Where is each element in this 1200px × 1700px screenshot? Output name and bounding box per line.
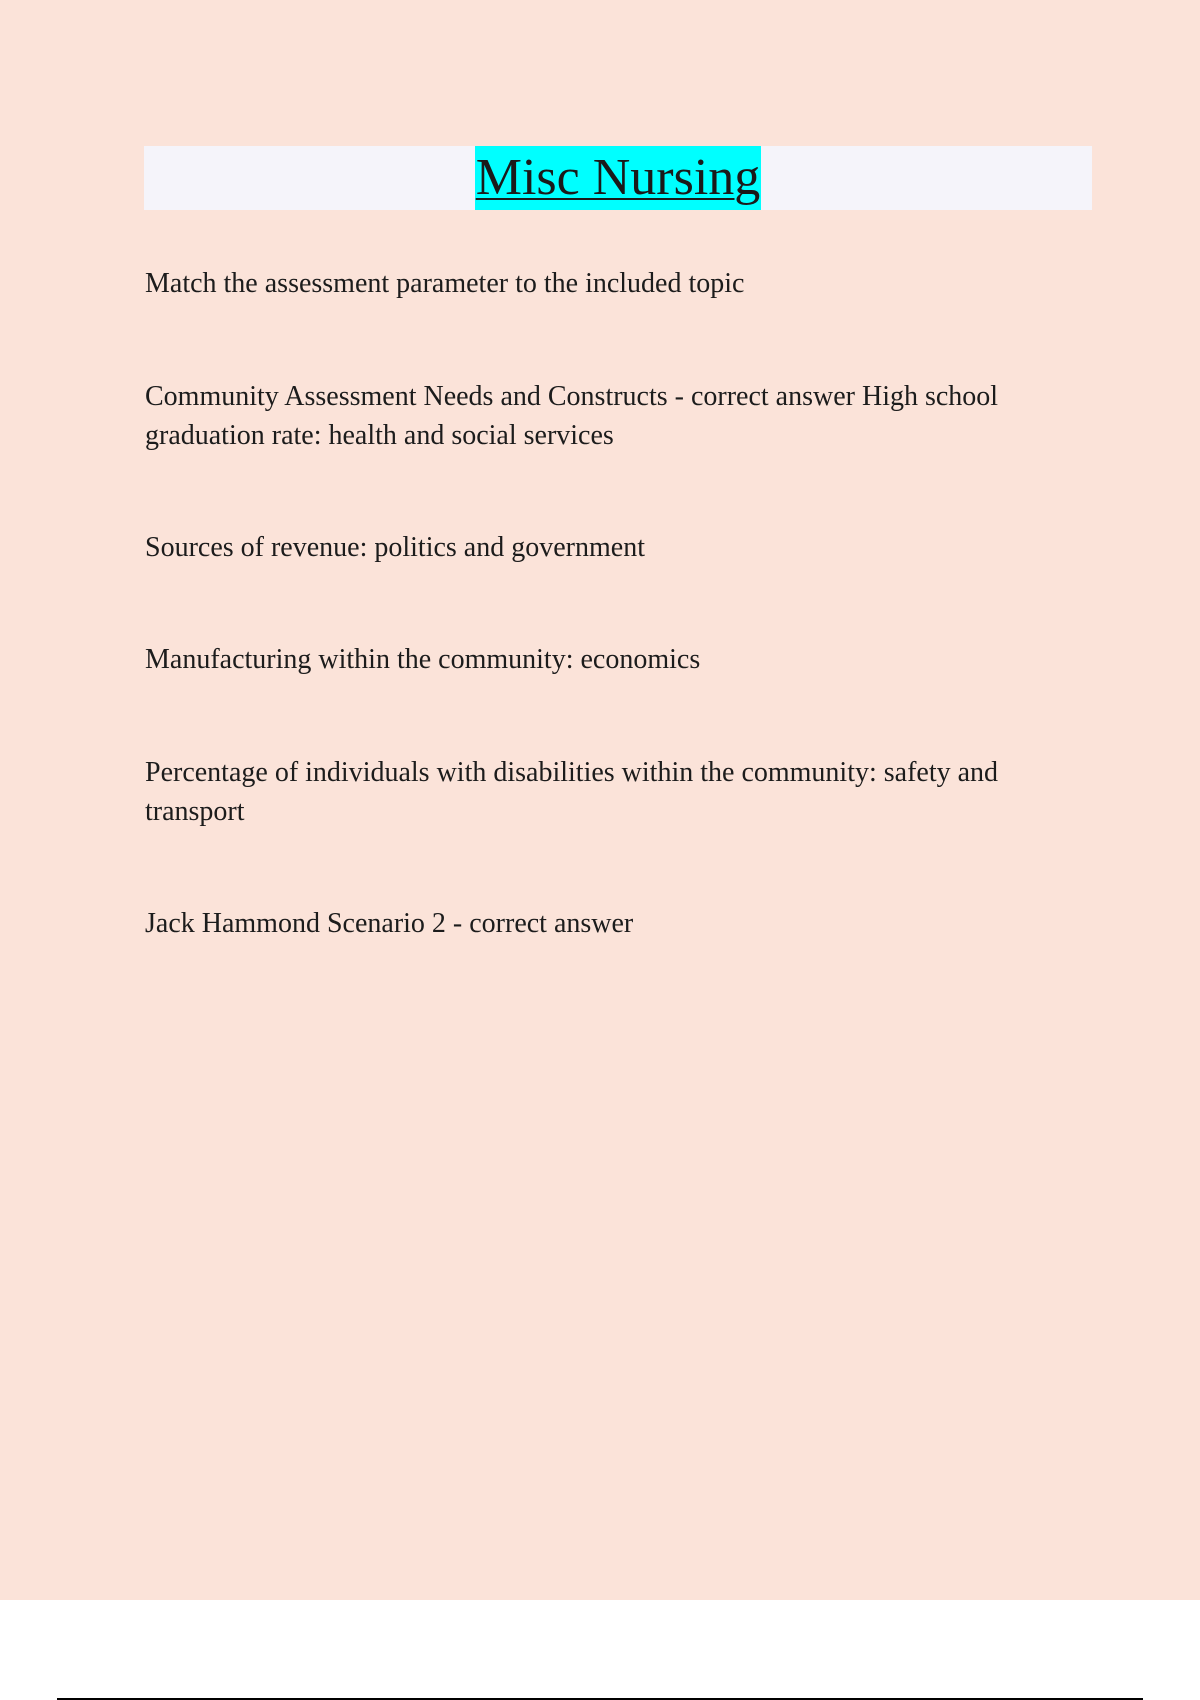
paragraph-disabilities: Percentage of individuals with disabilities within the community: safety and transport (145, 757, 999, 827)
document-title: Misc Nursing (475, 146, 762, 210)
title-banner (144, 146, 1092, 210)
paragraph-jack-hammond: Jack Hammond Scenario 2 - correct answer (145, 908, 634, 939)
paragraph-manufacturing: Manufacturing within the community: economics (145, 644, 701, 675)
paragraph-sources-of-revenue: Sources of revenue: politics and government (145, 532, 645, 563)
paragraph-community-assessment: Community Assessment Needs and Constructs - correct answer High school graduation rate: health and social services (145, 381, 999, 451)
paragraph-intro: Match the assessment parameter to the included topic (145, 268, 745, 299)
